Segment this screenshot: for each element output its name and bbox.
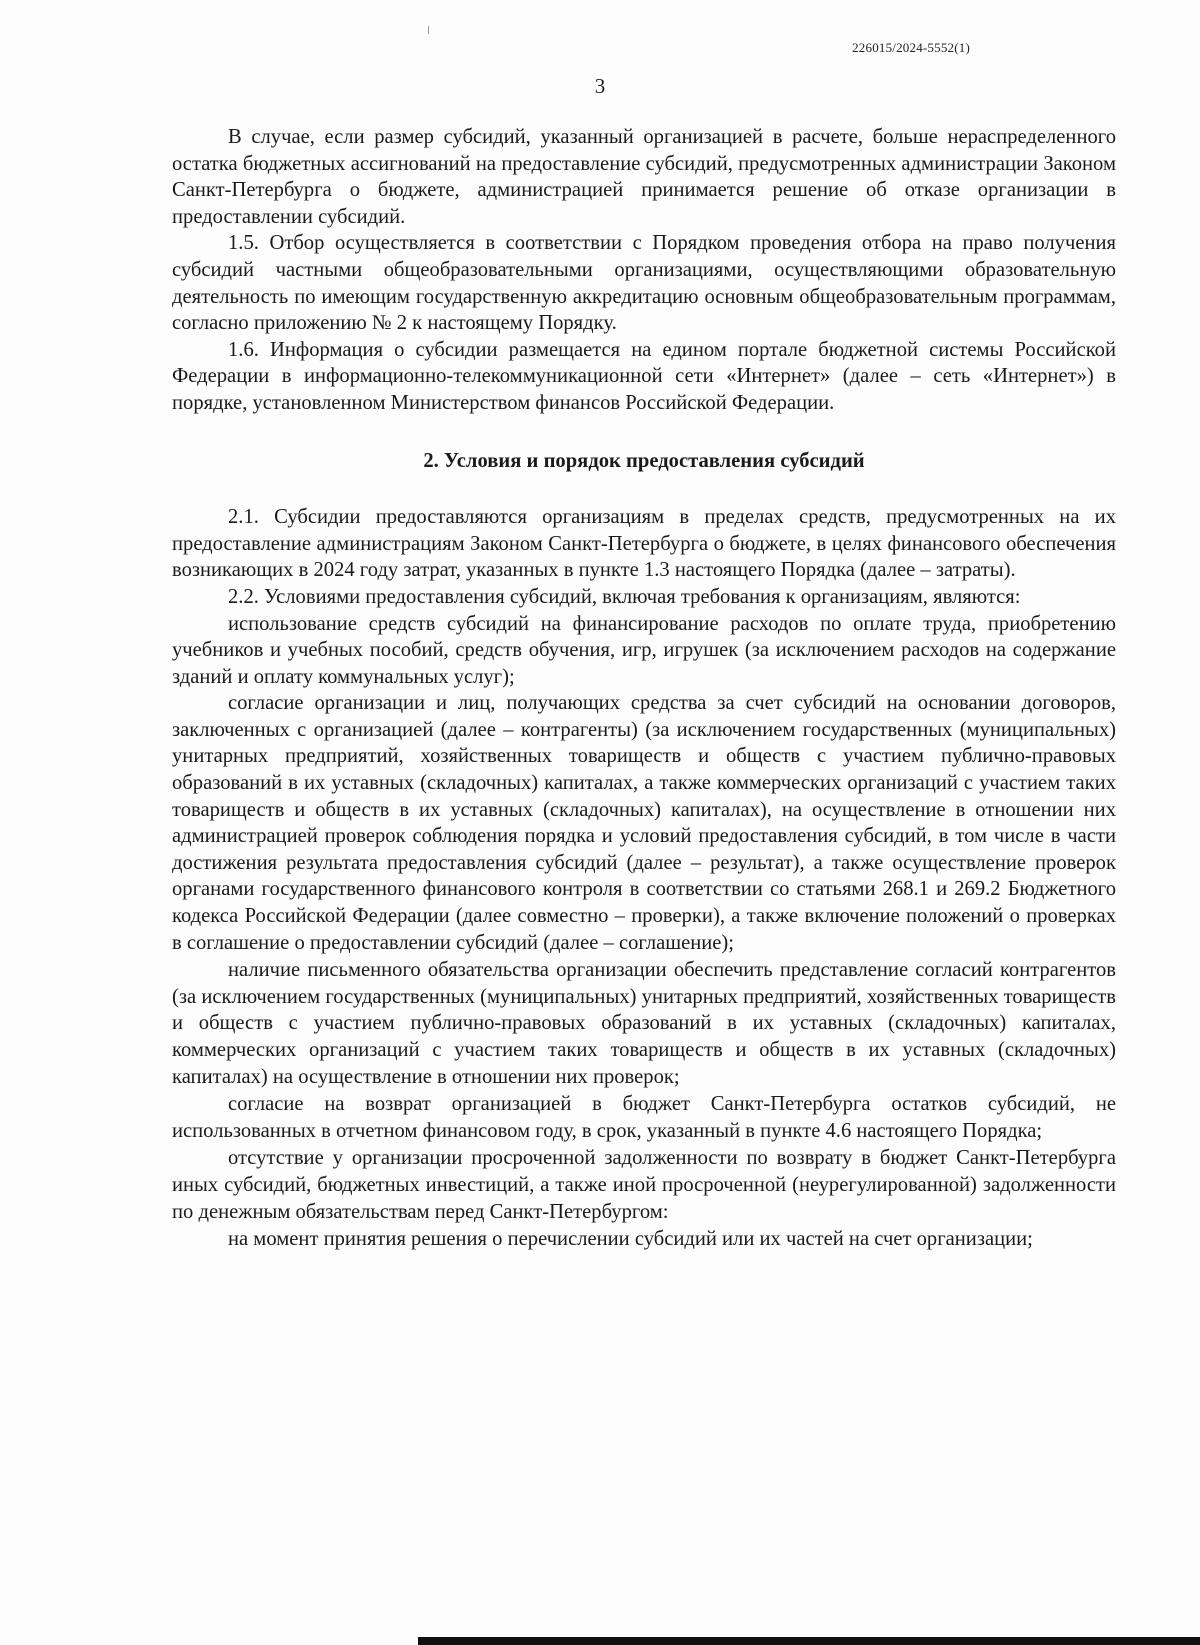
paragraph: В случае, если размер субсидий, указанный организацией в расчете, больше нераспределенного остатка бюджетных ассигнований на предоставление субсидий, предусмотренных администрации Законом Санкт-Петербурга о бюджете, администрацией принимается решение об отказе организации в предоставлении субсидий. — [172, 126, 1116, 228]
paragraph: на момент принятия решения о перечислении субсидий или их частей на счет организации; — [228, 1228, 1033, 1251]
paragraph: 1.5. Отбор осуществляется в соответствии с Порядком проведения отбора на право получения субсидий частными общеобразовательными организациями, осуществляющими образовательную деятельность по имеющим государственную аккредитацию основным общеобразовательным программам, согласно приложению № 2 к настоящему Порядку. — [172, 232, 1116, 335]
paragraph: наличие письменного обязательства организации обеспечить представление согласий контрагентов (за исключением государственных (муниципальных) унитарных предприятий, хозяйственных товариществ и обществ с участием публично-правовых образований в их уставных (складочных) капиталах, коммерческих организаций с участием таких товариществ и обществ в их уставных (складочных) капиталах) на осуществление в отношении них проверок; — [172, 959, 1116, 1088]
scan-artifact — [428, 26, 429, 34]
paragraph: отсутствие у организации просроченной задолженности по возврату в бюджет Санкт-Петербурга иных субсидий, бюджетных инвестиций, а также иной просроченной (неурегулированной) задолженности по денежным обязательствам перед Санкт-Петербургом: — [172, 1147, 1116, 1223]
section-heading: 2. Условия и порядок предоставления субсидий — [423, 449, 865, 472]
paragraph: 1.6. Информация о субсидии размещается на едином портале бюджетной системы Российской Федерации в информационно-телекоммуникационной сети «Интернет» (далее – сеть «Интернет») в порядке, установленном Министерством финансов Российской Федерации. — [172, 338, 1116, 414]
paragraph: согласие на возврат организацией в бюджет Санкт-Петербурга остатков субсидий, не использованных в отчетном финансовом году, в срок, указанный в пункте 4.6 настоящего Порядка; — [172, 1093, 1116, 1142]
paragraph: согласие организации и лиц, получающих средства за счет субсидий на основании договоров, заключенных с организацией (далее – контрагенты) (за исключением государственных (муниципальных) унитарных предприятий, хозяйственных товариществ и обществ с участием публично-правовых образований в их уставных (складочных) капиталах, а также коммерческих организаций с участием таких товариществ и обществ в их уставных (складочных) капиталах), на осуществление в отношении них администрацией проверок соблюдения порядка и условий предоставления субсидий, в том числе в части достижения результата предоставления субсидий (далее – результат), а также осуществление проверок органами государственного финансового контроля в соответствии со статьями 268.1 и 269.2 Бюджетного кодекса Российской Федерации (далее совместно – проверки), а также включение положений о проверках в соглашение о предоставлении субсидий (далее – соглашение); — [172, 692, 1116, 954]
scan-edge-artifact — [418, 1637, 1200, 1645]
paragraph: использование средств субсидий на финансирование расходов по оплате труда, приобретению учебников и учебных пособий, средств обучения, игр, игрушек (за исключением расходов на содержание зданий и оплату коммунальных услуг); — [172, 612, 1116, 688]
paragraph: 2.2. Условиями предоставления субсидий, включая требования к организациям, являются: — [228, 585, 1021, 608]
document-body — [172, 124, 1116, 1253]
paragraph: 2.1. Субсидии предоставляются организациям в пределах средств, предусмотренных на их предоставление администрациям Законом Санкт-Петербурга о бюджете, в целях финансового обеспечения возникающих в 2024 году затрат, указанных в пункте 1.3 настоящего Порядка (далее – затраты). — [172, 506, 1116, 582]
document-id: 226015/2024-5552(1) — [852, 40, 970, 55]
page-number: 3 — [594, 74, 606, 98]
